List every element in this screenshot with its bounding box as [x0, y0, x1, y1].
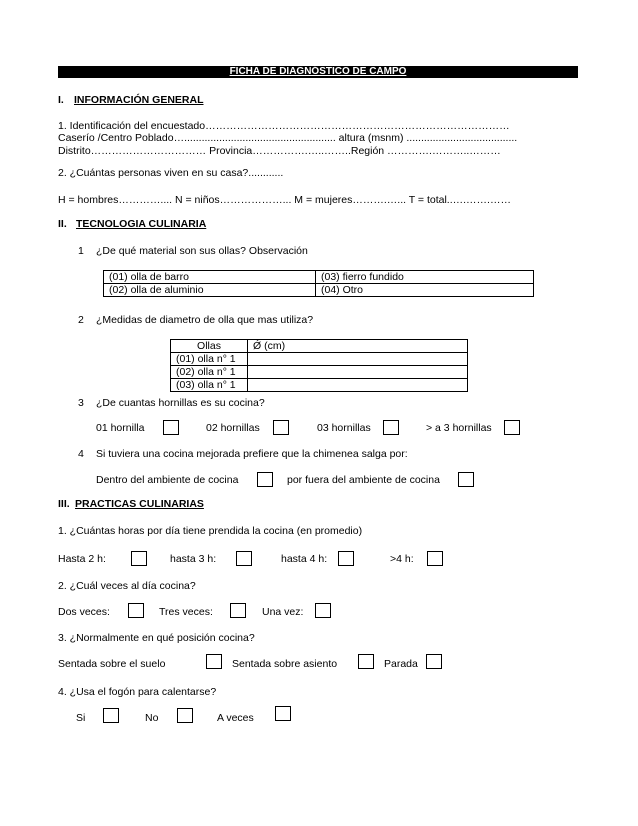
option-label: Hasta 2 h:: [58, 553, 106, 565]
section-2-title: TECNOLOGIA CULINARIA: [76, 218, 207, 230]
table-row: [104, 284, 534, 297]
option-label: por fuera del ambiente de cocina: [287, 474, 440, 486]
checkbox-mas-4h[interactable]: [427, 551, 443, 566]
question-number: 3: [78, 397, 84, 409]
option-label: Una vez:: [262, 606, 304, 618]
checkbox-dentro-ambiente[interactable]: [257, 472, 273, 487]
section-3-title: PRACTICAS CULINARIAS: [75, 498, 204, 510]
household-counts-line[interactable]: H = hombres………….... N = niños………………... M = mujeres……….…... T = total..….…….……: [58, 194, 511, 206]
checkbox-una-vez[interactable]: [315, 603, 331, 618]
checkbox-sentada-suelo[interactable]: [206, 654, 222, 669]
table-cell: (02) olla n° 1: [171, 366, 248, 379]
checkbox-no[interactable]: [177, 708, 193, 723]
checkbox-hasta-2h[interactable]: [131, 551, 147, 566]
option-label: Dos veces:: [58, 606, 110, 618]
table-cell: (03) olla n° 1: [171, 379, 248, 392]
option-label: hasta 4 h:: [281, 553, 328, 565]
option-label: Tres veces:: [159, 606, 213, 618]
option-label: hasta 3 h:: [170, 553, 217, 565]
hours-question: 1. ¿Cuántas horas por día tiene prendida la cocina (en promedio): [58, 525, 363, 537]
table-row: [171, 366, 468, 379]
diameter-table: [170, 339, 468, 392]
table-row: [171, 379, 468, 392]
option-label: 01 hornilla: [96, 422, 145, 434]
heating-question: 4. ¿Usa el fogón para calentarse?: [58, 686, 217, 698]
checkbox-sentada-asiento[interactable]: [358, 654, 374, 669]
diameter-question: ¿Medidas de diametro de olla que mas utiliza?: [96, 314, 314, 326]
option-label: No: [145, 712, 159, 724]
caserio-line[interactable]: Caserío /Centro Poblado….................................................... altura (msnm) ......................................: [58, 132, 518, 144]
form-title: FICHA DE DIAGNÓSTICO DE CAMPO: [58, 66, 578, 78]
checkbox-a-veces[interactable]: [275, 706, 291, 721]
persons-question: 2. ¿Cuántas personas viven en su casa?............: [58, 167, 284, 179]
table-cell: (01) olla de barro: [104, 271, 316, 284]
option-label: Dentro del ambiente de cocina: [96, 474, 239, 486]
checkbox-hasta-3h[interactable]: [236, 551, 252, 566]
option-label: Parada: [384, 658, 418, 670]
section-1-title: INFORMACIÓN GENERAL: [74, 94, 204, 106]
checkbox-hasta-4h[interactable]: [338, 551, 354, 566]
question-number: 4: [78, 448, 84, 460]
checkbox-01-hornilla[interactable]: [163, 420, 179, 435]
checkbox-dos-veces[interactable]: [128, 603, 144, 618]
section-2-number: II.: [58, 218, 67, 230]
question-number: 1: [78, 245, 84, 257]
option-label: 03 hornillas: [317, 422, 371, 434]
option-label: Sentada sobre asiento: [232, 658, 338, 670]
option-label: >4 h:: [390, 553, 414, 565]
position-question: 3. ¿Normalmente en qué posición cocina?: [58, 632, 255, 644]
times-question: 2. ¿Cuál veces al día cocina?: [58, 580, 196, 592]
checkbox-02-hornillas[interactable]: [273, 420, 289, 435]
material-question: ¿De qué material son sus ollas? Observación: [96, 245, 308, 257]
table-cell: (02) olla de aluminio: [104, 284, 316, 297]
section-1-number: I.: [58, 94, 64, 106]
option-label: 02 hornillas: [206, 422, 260, 434]
option-label: A veces: [217, 712, 254, 724]
table-header-cell: Ollas: [171, 340, 248, 353]
table-row: [104, 271, 534, 284]
table-cell: (03) fierro fundido: [316, 271, 534, 284]
chimenea-question: Si tuviera una cocina mejorada prefiere que la chimenea salga por:: [96, 448, 408, 460]
identification-line[interactable]: 1. Identificación del encuestado……………………………………………………………………………: [58, 120, 510, 132]
distrito-line[interactable]: Distrito…………………………… Provincia…………….…..……..Región ………….………..………: [58, 145, 501, 157]
table-cell: (01) olla n° 1: [171, 353, 248, 366]
option-label: > a 3 hornillas: [426, 422, 492, 434]
table-row: [171, 353, 468, 366]
section-3-number: III.: [58, 498, 70, 510]
checkbox-tres-veces[interactable]: [230, 603, 246, 618]
checkbox-parada[interactable]: [426, 654, 442, 669]
table-header-cell: Ǿ (cm): [248, 340, 468, 353]
diameter-input-cell[interactable]: [248, 366, 468, 379]
diameter-input-cell[interactable]: [248, 379, 468, 392]
table-cell: (04) Otro: [316, 284, 534, 297]
checkbox-fuera-ambiente[interactable]: [458, 472, 474, 487]
checkbox-03-hornillas[interactable]: [383, 420, 399, 435]
diameter-input-cell[interactable]: [248, 353, 468, 366]
checkbox-si[interactable]: [103, 708, 119, 723]
materials-table: [103, 270, 534, 297]
option-label: Si: [76, 712, 86, 724]
checkbox-mas-3-hornillas[interactable]: [504, 420, 520, 435]
option-label: Sentada sobre el suelo: [58, 658, 166, 670]
table-row: [171, 340, 468, 353]
hornillas-question: ¿De cuantas hornillas es su cocina?: [96, 397, 265, 409]
question-number: 2: [78, 314, 84, 326]
